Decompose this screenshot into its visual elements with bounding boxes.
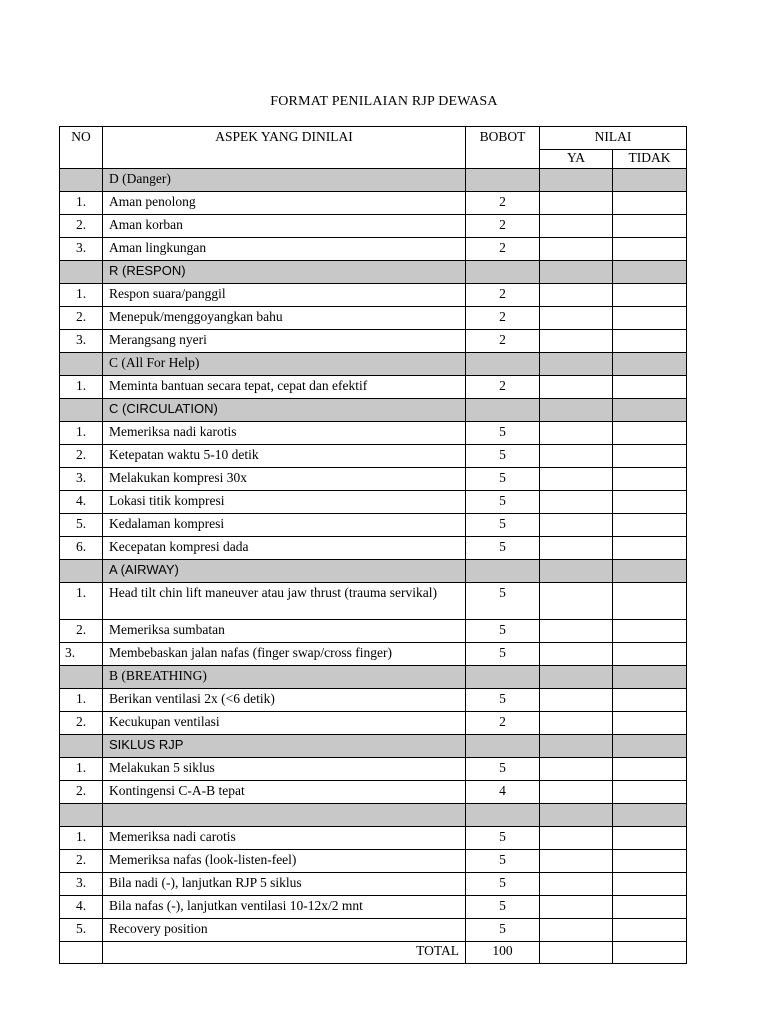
table-row xyxy=(60,827,687,850)
nilai-tidak-cell[interactable] xyxy=(613,583,687,620)
item-no: 1. xyxy=(60,583,103,620)
item-bobot: 5 xyxy=(466,445,540,468)
section-bobot-cell xyxy=(466,353,540,376)
nilai-tidak-cell[interactable] xyxy=(613,850,687,873)
table-row xyxy=(60,514,687,537)
item-bobot: 5 xyxy=(466,758,540,781)
table-row xyxy=(60,468,687,491)
section-row xyxy=(60,169,687,192)
nilai-ya-cell[interactable] xyxy=(540,712,613,735)
section-no-cell xyxy=(60,666,103,689)
section-tidak-cell xyxy=(613,169,687,192)
nilai-tidak-cell[interactable] xyxy=(613,422,687,445)
section-ya-cell xyxy=(540,169,613,192)
item-aspek: Meminta bantuan secara tepat, cepat dan efektif xyxy=(103,376,466,399)
item-no: 3. xyxy=(60,330,103,353)
nilai-tidak-cell[interactable] xyxy=(613,643,687,666)
item-no: 1. xyxy=(60,422,103,445)
section-label xyxy=(103,804,466,827)
nilai-tidak-cell[interactable] xyxy=(613,238,687,261)
item-bobot: 2 xyxy=(466,215,540,238)
nilai-ya-cell[interactable] xyxy=(540,689,613,712)
section-row xyxy=(60,353,687,376)
header-aspek: ASPEK YANG DINILAI xyxy=(103,127,466,169)
item-aspek: Kontingensi C-A-B tepat xyxy=(103,781,466,804)
item-bobot: 2 xyxy=(466,712,540,735)
item-aspek: Memeriksa nadi carotis xyxy=(103,827,466,850)
table-row xyxy=(60,850,687,873)
page-title: FORMAT PENILAIAN RJP DEWASA xyxy=(270,94,498,109)
item-no: 1. xyxy=(60,689,103,712)
nilai-ya-cell[interactable] xyxy=(540,781,613,804)
nilai-ya-cell[interactable] xyxy=(540,514,613,537)
item-bobot: 5 xyxy=(466,643,540,666)
item-no: 4. xyxy=(60,491,103,514)
item-bobot: 2 xyxy=(466,192,540,215)
section-label: R (RESPON) xyxy=(103,261,466,284)
nilai-ya-cell[interactable] xyxy=(540,873,613,896)
item-aspek: Head tilt chin lift maneuver atau jaw thrust (trauma servikal) xyxy=(103,583,466,620)
nilai-tidak-cell[interactable] xyxy=(613,514,687,537)
nilai-tidak-cell[interactable] xyxy=(613,330,687,353)
item-bobot: 5 xyxy=(466,422,540,445)
item-no: 2. xyxy=(60,781,103,804)
section-label: C (All For Help) xyxy=(103,353,466,376)
table-row xyxy=(60,422,687,445)
item-aspek: Aman penolong xyxy=(103,192,466,215)
nilai-ya-cell[interactable] xyxy=(540,643,613,666)
header-no: NO xyxy=(60,127,103,169)
table-row xyxy=(60,620,687,643)
item-bobot: 5 xyxy=(466,537,540,560)
nilai-tidak-cell[interactable] xyxy=(613,827,687,850)
table-row xyxy=(60,491,687,514)
item-no: 1. xyxy=(60,827,103,850)
total-label: TOTAL xyxy=(103,942,466,964)
item-no: 3. xyxy=(60,873,103,896)
section-tidak-cell xyxy=(613,735,687,758)
section-label: SIKLUS RJP xyxy=(103,735,466,758)
item-aspek: Kecepatan kompresi dada xyxy=(103,537,466,560)
header-bobot: BOBOT xyxy=(466,127,540,169)
table-row xyxy=(60,712,687,735)
nilai-tidak-cell[interactable] xyxy=(613,468,687,491)
table-row xyxy=(60,284,687,307)
section-label: D (Danger) xyxy=(103,169,466,192)
section-row xyxy=(60,261,687,284)
section-bobot-cell xyxy=(466,169,540,192)
item-aspek: Memeriksa sumbatan xyxy=(103,620,466,643)
section-tidak-cell xyxy=(613,261,687,284)
section-bobot-cell xyxy=(466,560,540,583)
item-aspek: Aman korban xyxy=(103,215,466,238)
item-no: 2. xyxy=(60,712,103,735)
nilai-ya-cell[interactable] xyxy=(540,896,613,919)
nilai-tidak-cell[interactable] xyxy=(613,712,687,735)
item-no: 2. xyxy=(60,215,103,238)
nilai-ya-cell[interactable] xyxy=(540,758,613,781)
item-bobot: 4 xyxy=(466,781,540,804)
section-tidak-cell xyxy=(613,666,687,689)
section-bobot-cell xyxy=(466,735,540,758)
nilai-ya-cell[interactable] xyxy=(540,284,613,307)
item-bobot: 5 xyxy=(466,689,540,712)
nilai-ya-cell[interactable] xyxy=(540,583,613,620)
nilai-tidak-cell[interactable] xyxy=(613,689,687,712)
item-aspek: Lokasi titik kompresi xyxy=(103,491,466,514)
nilai-tidak-cell[interactable] xyxy=(613,491,687,514)
nilai-ya-cell[interactable] xyxy=(540,468,613,491)
header-tidak: TIDAK xyxy=(613,150,687,169)
table-body xyxy=(60,169,687,942)
item-bobot: 2 xyxy=(466,284,540,307)
section-no-cell xyxy=(60,169,103,192)
item-aspek: Memeriksa nafas (look-listen-feel) xyxy=(103,850,466,873)
item-aspek: Recovery position xyxy=(103,919,466,942)
item-bobot: 5 xyxy=(466,583,540,620)
nilai-ya-cell[interactable] xyxy=(540,422,613,445)
item-no: 5. xyxy=(60,919,103,942)
nilai-tidak-cell[interactable] xyxy=(613,376,687,399)
item-bobot: 2 xyxy=(466,238,540,261)
section-tidak-cell xyxy=(613,560,687,583)
total-value: 100 xyxy=(466,942,540,964)
item-no: 1. xyxy=(60,192,103,215)
header-ya: YA xyxy=(540,150,613,169)
item-no: 2. xyxy=(60,445,103,468)
section-ya-cell xyxy=(540,735,613,758)
item-aspek: Memeriksa nadi karotis xyxy=(103,422,466,445)
table-row xyxy=(60,873,687,896)
nilai-tidak-cell[interactable] xyxy=(613,620,687,643)
nilai-tidak-cell[interactable] xyxy=(613,215,687,238)
item-bobot: 5 xyxy=(466,896,540,919)
section-ya-cell xyxy=(540,399,613,422)
total-ya-cell xyxy=(540,942,613,964)
item-aspek: Kedalaman kompresi xyxy=(103,514,466,537)
section-no-cell xyxy=(60,804,103,827)
table-row xyxy=(60,307,687,330)
item-aspek: Menepuk/menggoyangkan bahu xyxy=(103,307,466,330)
item-no: 3. xyxy=(60,238,103,261)
item-aspek: Aman lingkungan xyxy=(103,238,466,261)
item-no: 2. xyxy=(60,620,103,643)
item-no: 2. xyxy=(60,850,103,873)
section-ya-cell xyxy=(540,353,613,376)
item-aspek: Merangsang nyeri xyxy=(103,330,466,353)
item-aspek: Melakukan 5 siklus xyxy=(103,758,466,781)
section-ya-cell xyxy=(540,804,613,827)
table-row xyxy=(60,896,687,919)
section-no-cell xyxy=(60,399,103,422)
nilai-tidak-cell[interactable] xyxy=(613,284,687,307)
section-label: B (BREATHING) xyxy=(103,666,466,689)
nilai-tidak-cell[interactable] xyxy=(613,307,687,330)
section-bobot-cell xyxy=(466,261,540,284)
nilai-tidak-cell[interactable] xyxy=(613,537,687,560)
item-no: 5. xyxy=(60,514,103,537)
item-bobot: 2 xyxy=(466,330,540,353)
item-aspek: Ketepatan waktu 5-10 detik xyxy=(103,445,466,468)
table-row xyxy=(60,192,687,215)
section-bobot-cell xyxy=(466,399,540,422)
nilai-tidak-cell[interactable] xyxy=(613,896,687,919)
section-label: A (AIRWAY) xyxy=(103,560,466,583)
table-row xyxy=(60,215,687,238)
item-bobot: 5 xyxy=(466,468,540,491)
item-no: 1. xyxy=(60,284,103,307)
table-row xyxy=(60,689,687,712)
item-bobot: 5 xyxy=(466,850,540,873)
nilai-tidak-cell[interactable] xyxy=(613,919,687,942)
table-row xyxy=(60,781,687,804)
table-row xyxy=(60,376,687,399)
section-label: C (CIRCULATION) xyxy=(103,399,466,422)
nilai-ya-cell[interactable] xyxy=(540,376,613,399)
nilai-ya-cell[interactable] xyxy=(540,192,613,215)
table-row xyxy=(60,583,687,620)
table-row xyxy=(60,758,687,781)
table-row xyxy=(60,643,687,666)
nilai-ya-cell[interactable] xyxy=(540,330,613,353)
item-aspek: Melakukan kompresi 30x xyxy=(103,468,466,491)
section-bobot-cell xyxy=(466,666,540,689)
section-no-cell xyxy=(60,735,103,758)
section-ya-cell xyxy=(540,560,613,583)
nilai-ya-cell[interactable] xyxy=(540,238,613,261)
nilai-ya-cell[interactable] xyxy=(540,445,613,468)
section-tidak-cell xyxy=(613,804,687,827)
item-bobot: 5 xyxy=(466,491,540,514)
table-row xyxy=(60,445,687,468)
item-bobot: 5 xyxy=(466,919,540,942)
item-aspek: Bila nadi (-), lanjutkan RJP 5 siklus xyxy=(103,873,466,896)
item-bobot: 2 xyxy=(466,376,540,399)
item-no: 3. xyxy=(60,643,103,666)
item-no: 1. xyxy=(60,376,103,399)
nilai-tidak-cell[interactable] xyxy=(613,445,687,468)
nilai-ya-cell[interactable] xyxy=(540,491,613,514)
item-aspek: Bila nafas (-), lanjutkan ventilasi 10-12x/2 mnt xyxy=(103,896,466,919)
item-aspek: Respon suara/panggil xyxy=(103,284,466,307)
assessment-table xyxy=(59,126,687,964)
nilai-ya-cell[interactable] xyxy=(540,537,613,560)
item-bobot: 2 xyxy=(466,307,540,330)
section-row xyxy=(60,399,687,422)
header-nilai: NILAI xyxy=(540,127,687,150)
total-no-cell xyxy=(60,942,103,964)
section-tidak-cell xyxy=(613,399,687,422)
item-aspek: Membebaskan jalan nafas (finger swap/cross finger) xyxy=(103,643,466,666)
table-row xyxy=(60,330,687,353)
nilai-ya-cell[interactable] xyxy=(540,919,613,942)
section-no-cell xyxy=(60,560,103,583)
section-tidak-cell xyxy=(613,353,687,376)
table-row xyxy=(60,537,687,560)
item-aspek: Kecukupan ventilasi xyxy=(103,712,466,735)
nilai-ya-cell[interactable] xyxy=(540,850,613,873)
item-no: 4. xyxy=(60,896,103,919)
section-no-cell xyxy=(60,261,103,284)
total-row xyxy=(60,942,687,964)
nilai-ya-cell[interactable] xyxy=(540,307,613,330)
section-row xyxy=(60,666,687,689)
item-aspek: Berikan ventilasi 2x (<6 detik) xyxy=(103,689,466,712)
item-bobot: 5 xyxy=(466,620,540,643)
nilai-ya-cell[interactable] xyxy=(540,215,613,238)
item-bobot: 5 xyxy=(466,514,540,537)
nilai-ya-cell[interactable] xyxy=(540,827,613,850)
nilai-ya-cell[interactable] xyxy=(540,620,613,643)
item-no: 2. xyxy=(60,307,103,330)
section-row xyxy=(60,804,687,827)
nilai-tidak-cell[interactable] xyxy=(613,781,687,804)
nilai-tidak-cell[interactable] xyxy=(613,758,687,781)
item-no: 6. xyxy=(60,537,103,560)
item-bobot: 5 xyxy=(466,873,540,896)
table-row xyxy=(60,238,687,261)
nilai-tidak-cell[interactable] xyxy=(613,873,687,896)
section-row xyxy=(60,735,687,758)
section-row xyxy=(60,560,687,583)
section-no-cell xyxy=(60,353,103,376)
section-bobot-cell xyxy=(466,804,540,827)
nilai-tidak-cell[interactable] xyxy=(613,192,687,215)
item-no: 1. xyxy=(60,758,103,781)
item-bobot: 5 xyxy=(466,827,540,850)
total-tidak-cell xyxy=(613,942,687,964)
section-ya-cell xyxy=(540,261,613,284)
table-row xyxy=(60,919,687,942)
section-ya-cell xyxy=(540,666,613,689)
item-no: 3. xyxy=(60,468,103,491)
